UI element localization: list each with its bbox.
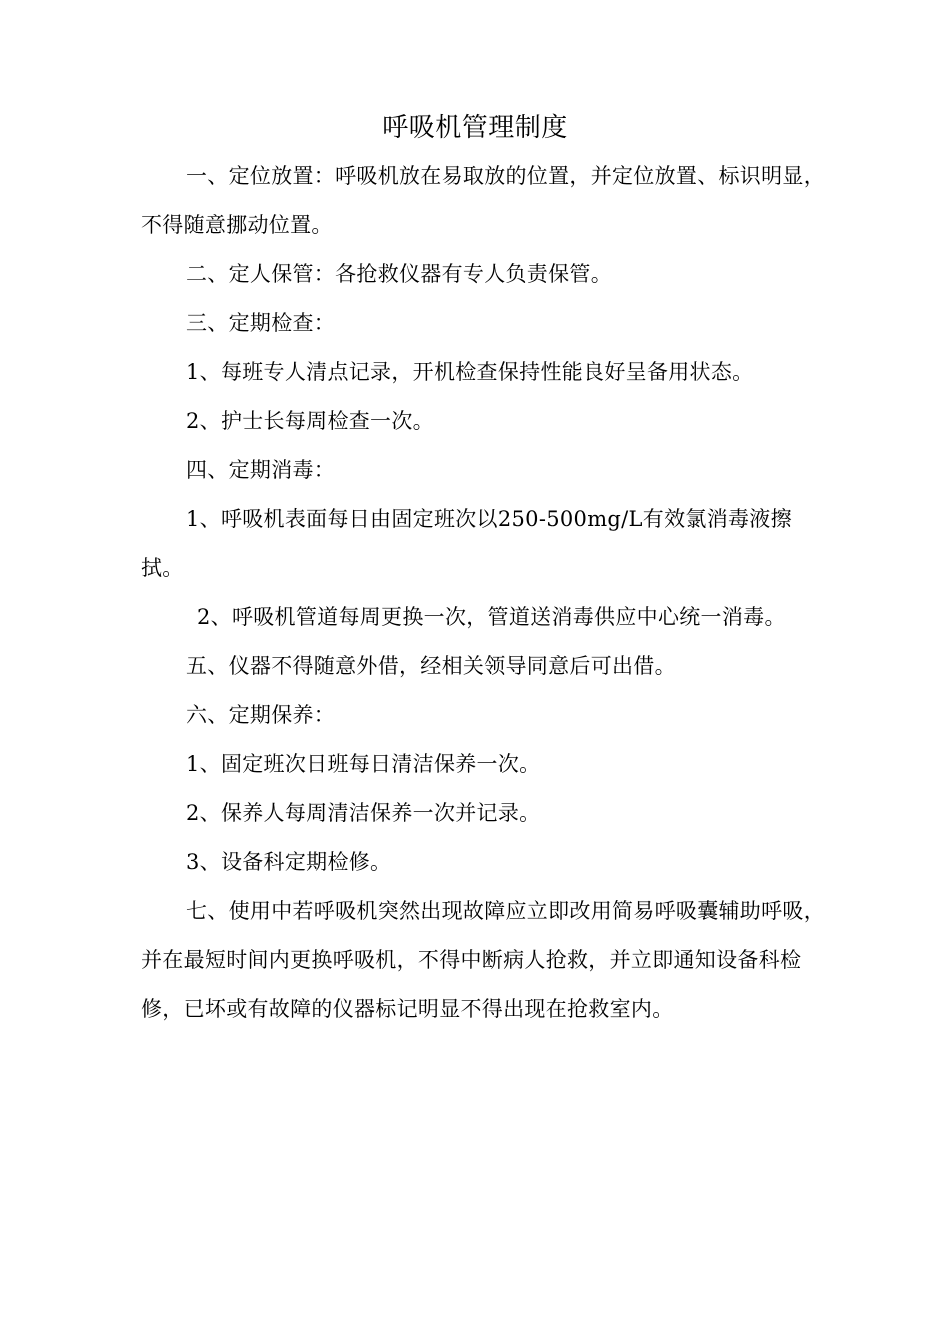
- section-3-item-2: 2、护士长每周检查一次。: [186, 409, 434, 433]
- section-7-paragraph: 七、使用中若呼吸机突然出现故障应立即改用简易呼吸囊辅助呼吸，并在最短时间内更换呼吸机，不得中断病人抢救，并立即通知设备科检修，已坏或有故障的仪器标记明显不得出现在抢救室内。: [141, 899, 825, 1021]
- section-4-item-2: 2、呼吸机管道每周更换一次，管道送消毒供应中心统一消毒。: [197, 605, 786, 629]
- section-5-paragraph: 五、仪器不得随意外借，经相关领导同意后可出借。: [186, 654, 676, 678]
- section-2-paragraph: 二、定人保管：各抢救仪器有专人负责保管。: [186, 262, 612, 286]
- document-body: [141, 152, 831, 1034]
- section-6-item-3: 3、设备科定期检修。: [186, 850, 392, 874]
- section-4-heading: 四、定期消毒：: [186, 458, 336, 482]
- section-6-item-1: 1、固定班次日班每日清洁保养一次。: [186, 752, 541, 776]
- section-6-item-2: 2、保养人每周清洁保养一次并记录。: [186, 801, 541, 825]
- section-1-paragraph: 一、定位放置：呼吸机放在易取放的位置，并定位放置、标识明显，不得随意挪动位置。: [141, 164, 825, 237]
- section-6-heading: 六、定期保养：: [186, 703, 336, 727]
- section-4-item-1: 1、呼吸机表面每日由固定班次以250-500mg/L有效氯消毒液擦拭。: [141, 507, 792, 580]
- section-3-heading: 三、定期检查：: [186, 311, 336, 335]
- document-title: 呼吸机管理制度: [382, 113, 568, 143]
- section-3-item-1: 1、每班专人清点记录，开机检查保持性能良好呈备用状态。: [186, 360, 754, 384]
